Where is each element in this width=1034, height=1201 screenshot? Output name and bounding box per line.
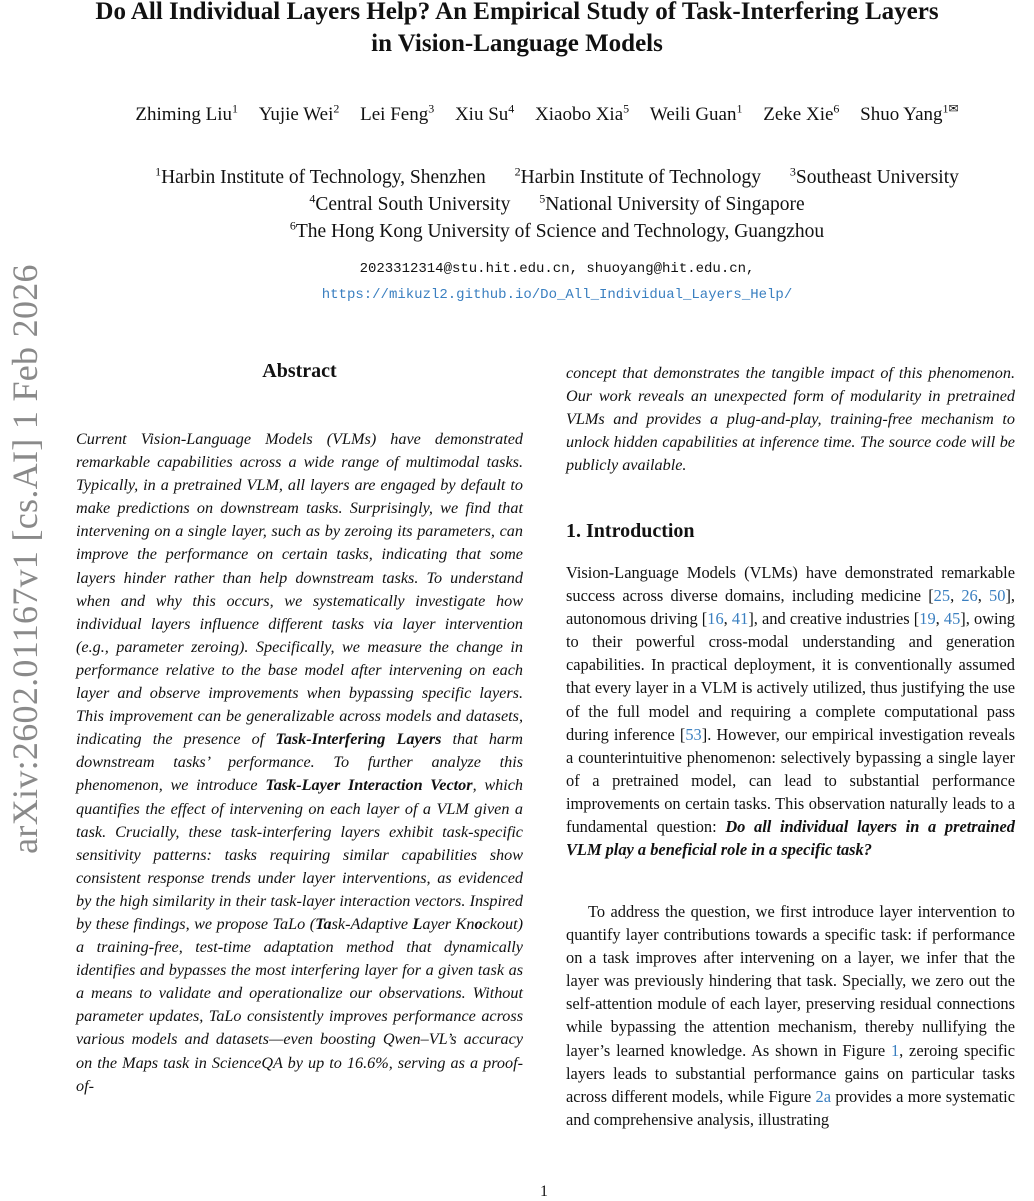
author: Weili Guan$^1$	[649, 101, 743, 125]
affiliation: $^6$The Hong Kong University of Science and Technology, Guangzhou	[289, 218, 825, 242]
affiliation: $^3$Southeast University	[789, 164, 959, 188]
author: Xiu Su$^4$	[454, 101, 515, 125]
figure-link[interactable]: 2a	[815, 1086, 831, 1106]
citation-link[interactable]: 26	[961, 586, 978, 606]
affiliations-line-2	[80, 191, 1034, 216]
arxiv-identifier: arXiv:2602.01167v1 [cs.AI] 1 Feb 2026	[5, 264, 45, 854]
abstract-body: Current Vision-Language Models (VLMs) have demonstrated remarkable capabilities across a wide range of multimodal tasks. Typically, in a pretrained VLM, all layers are engaged by default to make predictions on downstream tasks. Surprisingly, we find that intervening on a single layer, such as by zeroing its parameters, can improve the performance on certain tasks, indicating that some layers hinder rather than help downstream tasks. To understand when and why this occurs, we systematically investigate how individual layers influence different tasks via layer intervention (e.g., parameter zeroing). Specifically, we measure the change in performance relative to the base model after intervening on each layer and observe improvements when bypassing specific layers. This improvement can be generalizable across models and datasets, indicating the presence of Task-Interfering Layers that harm downstream tasks’ performance. To further analyze this phenomenon, we introduce Task-Layer Interaction Vector, which quantifies the effect of intervening on each layer of a VLM given a task. Crucially, these task-interfering layers exhibit task-specific sensitivity patterns: tasks requiring similar capabilities show consistent response trends under layer interventions, as evidenced by the high similarity in their task-layer interaction vectors. Inspired by these findings, we propose TaLo (Task-Adaptive Layer Knockout) a training-free, test-time adaptation method that dynamically identifies and bypasses the most interfering layer for a given task as a means to validate and operationalize our observations. Without parameter updates, TaLo consistently improves performance across various models and datasets—even boosting Qwen–VL’s accuracy on the Maps task in ScienceQA by up to 16.6%, serving as a proof-of-	[76, 430, 523, 1095]
author: Lei Feng$^3$	[360, 101, 435, 125]
affiliation: $^4$Central South University	[309, 191, 511, 215]
author: Yujie Wei$^2$	[258, 101, 340, 125]
citation-link[interactable]: 25	[933, 586, 951, 606]
title-line-2: in Vision-Language Models	[371, 30, 663, 57]
affiliation: $^2$Harbin Institute of Technology	[514, 164, 761, 188]
abstract-continued: concept that demonstrates the tangible impact of this phenomenon. Our work reveals an unexpected form of modularity in pretrained VLMs and provides a plug-and-play, training-free mechanism to unlock hidden capabilities at inference time. The source code will be publicly available.	[566, 364, 1015, 475]
author: Shuo Yang$^{1✉}$	[860, 101, 959, 125]
affiliation: $^5$National University of Singapore	[539, 191, 805, 215]
author: Zeke Xie$^6$	[763, 101, 840, 125]
citation-link[interactable]: 50	[989, 586, 1006, 606]
citation-link[interactable]: 41	[731, 609, 749, 629]
abstract-heading: Abstract	[262, 360, 337, 382]
author-list	[60, 101, 1034, 126]
figure-link[interactable]: 1	[890, 1040, 900, 1060]
author: Zhiming Liu$^1$	[135, 101, 238, 125]
citation-link[interactable]: 53	[685, 724, 702, 744]
intro-paragraph-1: Vision-Language Models (VLMs) have demonstrated remarkable success across diverse domains, including medicine [25, 26, 50], autonomous driving [16, 41], and creative industries [19, 45], owing to their powerful cross-modal understanding and generation capabilities. In practical deployment, it is conventionally assumed that every layer in a VLM is actively utilized, thus justifying the use of the full model and requiring a complete computational pass during inference [53]. However, our empirical investigation reveals a counterintuitive phenomenon: selectively bypassing a single layer of a pretrained model, can lead to substantial performance improvements on certain tasks. This observation naturally leads to a fundamental question: Do all individual layers in a pretrained VLM play a beneficial role in a specific task?	[566, 563, 1015, 860]
affiliations-line-3	[80, 218, 1034, 243]
intro-paragraph-2: To address the question, we first introduce layer intervention to quantify layer contributions towards a specific task: if performance on a task improves after intervening on a layer, we infer that the layer was previously hindering that task. Specially, we zero out the self-attention module of each layer, preserving residual connections while bypassing the attention mechanism, thereby nullifying the layer’s learned knowledge. As shown in Figure 1, zeroing specific layers leads to substantial performance gains on particular tasks across different models, while Figure 2a provides a more systematic and comprehensive analysis, illustrating	[566, 902, 1015, 1129]
citation-link[interactable]: 45	[943, 609, 961, 629]
paper-title	[60, 0, 974, 60]
citation-link[interactable]: 19	[919, 609, 936, 629]
title-line-1: Do All Individual Layers Help? An Empirical Study of Task-Interfering Layers	[95, 0, 939, 25]
contact-emails: 2023312314@stu.hit.edu.cn, shuoyang@hit.edu.cn,	[359, 261, 755, 277]
page-number: 1	[540, 1183, 548, 1200]
affiliation: $^1$Harbin Institute of Technology, Shenzhen	[155, 164, 486, 188]
author: Xiaobo Xia$^5$	[535, 101, 630, 125]
project-url-link[interactable]: https://mikuzl2.github.io/Do_All_Individual_Layers_Help/	[321, 287, 793, 303]
research-question: Do all individual layers in a pretrained VLM play a beneficial role in a specific task?	[566, 817, 1015, 860]
affiliations-line-1	[80, 164, 1034, 189]
section-heading-introduction: 1. Introduction	[566, 520, 695, 542]
citation-link[interactable]: 16	[707, 609, 724, 629]
